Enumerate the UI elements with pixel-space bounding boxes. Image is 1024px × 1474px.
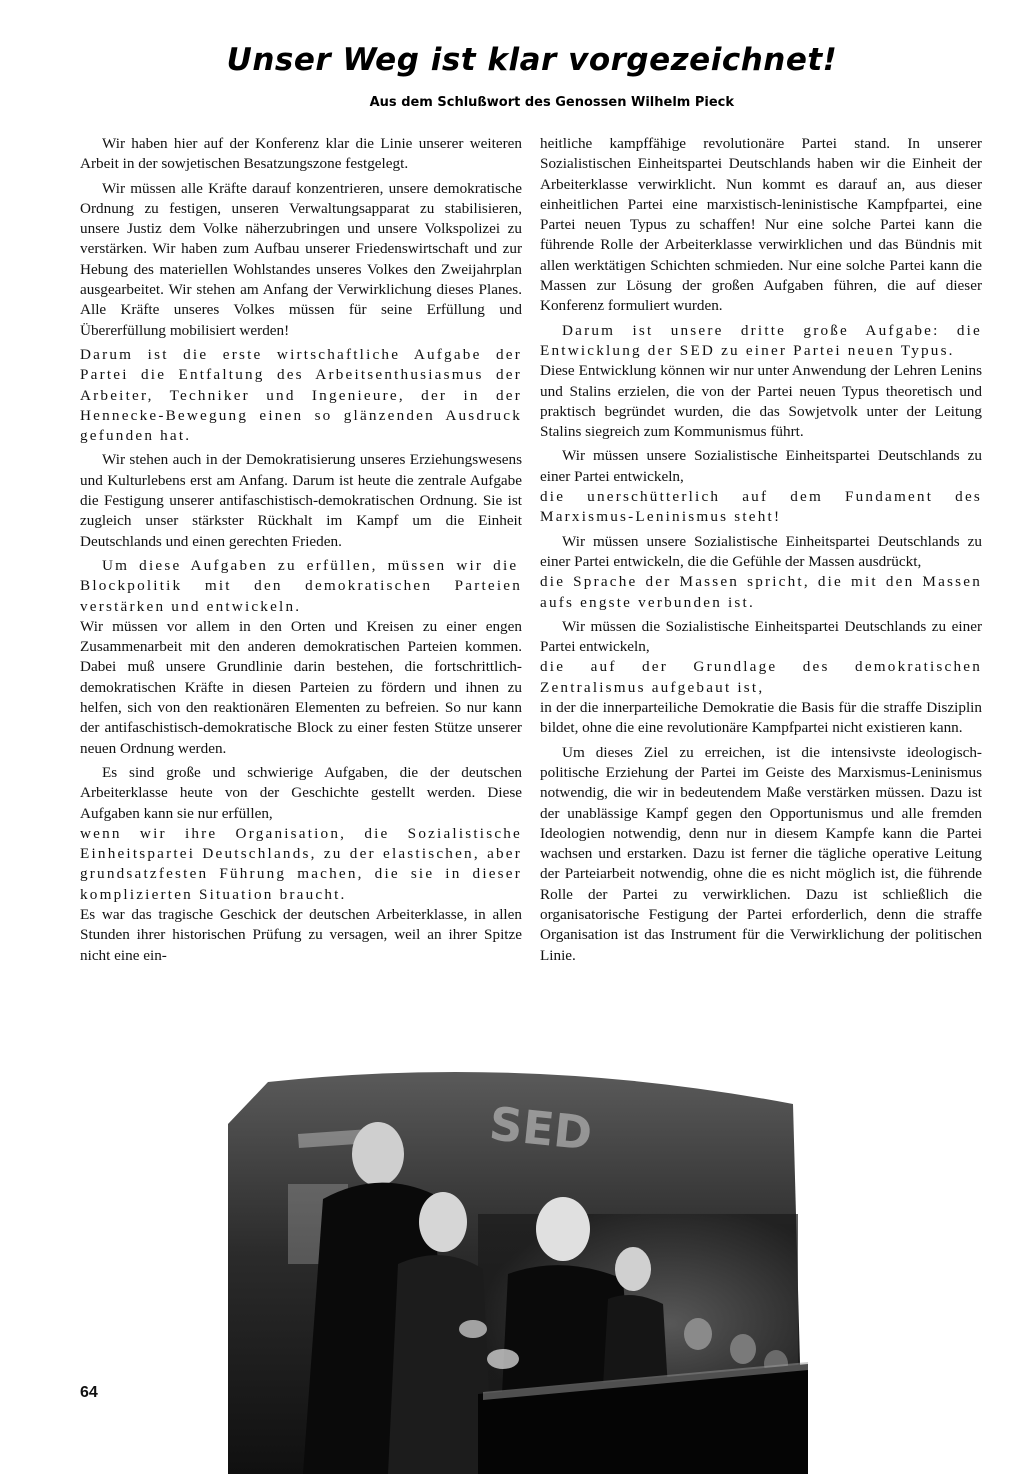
paragraph-emphasized: Blockpolitik mit den demokratischen Parteien verstärken und entwickeln. bbox=[80, 577, 522, 615]
elder-head bbox=[536, 1197, 590, 1261]
paragraph: Wir stehen auch in der Demokratisierung unseres Erziehungswesens und Kulturlebens erst am Anfang. Darum ist heute die zentrale Aufgabe die Festigung unserer antifaschistisch-demokratischen Ordnung. Sie ist zugleich unser stärkster Rückhalt im Kampf um die Einheit Deutschlands und einen gerechten Frieden. bbox=[80, 451, 522, 550]
paragraph: Wir müssen unsere Sozialistische Einheitspartei Deutschlands zu einer Partei entwickeln, die die Gefühle der Massen ausdrückt, bbox=[540, 532, 982, 570]
paragraph: Um dieses Ziel zu erreichen, ist die intensivste ideologisch-politische Erziehung der Partei im Geiste des Marxismus-Leninismus notwendig, die wir in bedeutendem Maße verstärken müssen. Dazu ist der unablässige Kampf gegen den Opportunismus und alle fremden Ideologien notwendig, denn nur in diesem Kampfe kann die Partei wachsen und erstarken. Dazu ist ferner die tägliche operative Leitung der Parteiarbeit notwendig, ohne die es nicht möglich ist, die führende Rolle der Partei zu verwirklichen. Dazu ist schließlich die organisatorische Festigung der Partei erforderlich, denn die straffe Organisation ist das Instrument für die Verwirklichung der politischen Linie. bbox=[540, 743, 982, 964]
clapping-hands bbox=[487, 1349, 519, 1369]
banner-text: SED bbox=[486, 1096, 595, 1161]
paragraph-emphasized: wenn wir ihre Organisation, die Sozialistische Einheitspartei Deutschlands, zu der elastischen, aber grundsatzfesten Führung machen, die sie in dieser komplizierten Situation braucht. bbox=[80, 824, 522, 903]
clapping-hands bbox=[459, 1320, 487, 1338]
seated-head bbox=[615, 1247, 651, 1291]
seated-head bbox=[730, 1334, 756, 1364]
paragraph: Wir müssen die Sozialistische Einheitspartei Deutschlands zu einer Partei entwickeln, bbox=[540, 617, 982, 656]
conference-photo bbox=[228, 1064, 808, 1474]
paragraph: Es sind große und schwierige Aufgaben, die der deutschen Arbeiterklasse heute von der Geschichte gestellt werden. Diese Aufgaben kann sie nur erfüllen, bbox=[80, 763, 522, 822]
paragraph: Wir müssen vor allem in den Orten und Kreisen zu einer engen Zusammenarbeit mit den anderen demokratischen Parteien kommen. Dabei muß unsere Grundlinie darin bestehen, die fortschrittlich-demokratischen Kräfte in diesen Parteien zu fördern und ihnen zu helfen, sich von den reaktionären Elementen zu befreien. So nur kann der antifaschistisch-demokratische Block zu einer festen Stütze unserer neuen Ordnung werden. bbox=[80, 617, 522, 757]
paragraph: Wir haben hier auf der Konferenz klar die Linie unserer weiteren Arbeit in der sowjetischen Besatzungszone festgelegt. bbox=[80, 135, 522, 173]
article-title: Unser Weg ist klar vorgezeichnet! bbox=[226, 42, 838, 78]
paragraph: Diese Entwicklung können wir nur unter Anwendung der Lehren Lenins und Stalins erzielen, die von der Partei neuen Typus theoretisch und praktisch begründet wurden, die das Sowjetvolk unter der Leitung Stalins siegreich zum Kommunismus führt. bbox=[540, 362, 982, 441]
paragraph: in der die innerparteiliche Demokratie die Basis für die straffe Disziplin bildet, ohne die eine revolutionäre Kampfpartei nicht existieren kann. bbox=[540, 699, 982, 737]
speaker-head bbox=[352, 1122, 404, 1186]
paragraph: Es war das tragische Geschick der deutschen Arbeiterklasse, in allen Stunden ihrer historischen Prüfung zu versagen, weil an ihrer Spitze nicht eine ein- bbox=[80, 905, 522, 964]
paragraph: Wir müssen unsere Sozialistische Einheitspartei Deutschlands zu einer Partei entwickeln, bbox=[540, 447, 982, 485]
paragraph: Um diese Aufgaben zu erfüllen, müssen wir die bbox=[102, 556, 519, 574]
woman-body bbox=[388, 1255, 493, 1474]
page-number: 64 bbox=[80, 1384, 98, 1401]
paragraph-emphasized: Darum ist unsere dritte große Aufgabe: die Entwicklung der SED zu einer Partei neuen Typus. bbox=[540, 321, 982, 359]
paragraph-emphasized: die Sprache der Massen spricht, die mit den Massen aufs engste verbunden ist. bbox=[540, 573, 982, 611]
conference-photo-image bbox=[228, 1064, 808, 1474]
paragraph-emphasized: die unerschütterlich auf dem Fundament des Marxismus-Leninismus steht! bbox=[540, 488, 982, 526]
left-text-column bbox=[80, 134, 522, 970]
paragraph-emphasized: Darum ist die erste wirtschaftliche Aufgabe der Partei die Entfaltung des Arbeitsenthusiasmus der Arbeiter, Techniker und Ingenieure, der in der Hennecke-Bewegung einen so glänzenden Ausdruck gefunden hat. bbox=[80, 345, 522, 445]
paragraph: heitliche kampffähige revolutionäre Partei stand. In unserer Sozialistischen Einheitspartei Deutschlands haben wir die Einheit der Arbeiterklasse verwirklicht. Nun kommt es darauf an, aus dieser einheitlichen Partei eine marxistisch-leninistische Kampfpartei, eine Partei neuen Typus zu schaffen! Nur eine solche Partei kann die führende Rolle der Arbeiterklasse verwirklichen und das Bündnis mit allen werktätigen Schichten schmieden. Nur eine solche Partei kann die Massen zur Lösung der großen Aufgaben führen, die auf dieser Konferenz formuliert wurden. bbox=[540, 135, 982, 315]
woman-head bbox=[419, 1192, 467, 1252]
seated-head bbox=[684, 1318, 712, 1350]
article-subtitle: Aus dem Schlußwort des Genossen Wilhelm Pieck bbox=[369, 95, 734, 110]
right-text-column bbox=[540, 134, 982, 970]
paragraph: Wir müssen alle Kräfte darauf konzentrieren, unsere demokratische Ordnung zu festigen, unseren Verwaltungsapparat zu stabilisieren, unsere Justiz dem Volke näherzubringen und unsere Volkspolizei zu verstärken. Wir haben zum Aufbau unserer Friedenswirtschaft und zur Hebung des materiellen Wohlstandes unseres Volkes den Zweijahrplan ausgearbeitet. Wir stehen am Anfang der Verwirklichung dieses Planes. Alle Kräfte unseres Volkes müssen für seine Erfüllung und Übererfüllung mobilisiert werden! bbox=[80, 179, 522, 339]
paragraph-emphasized: die auf der Grundlage des demokratischen Zentralismus aufgebaut ist, bbox=[540, 658, 982, 696]
